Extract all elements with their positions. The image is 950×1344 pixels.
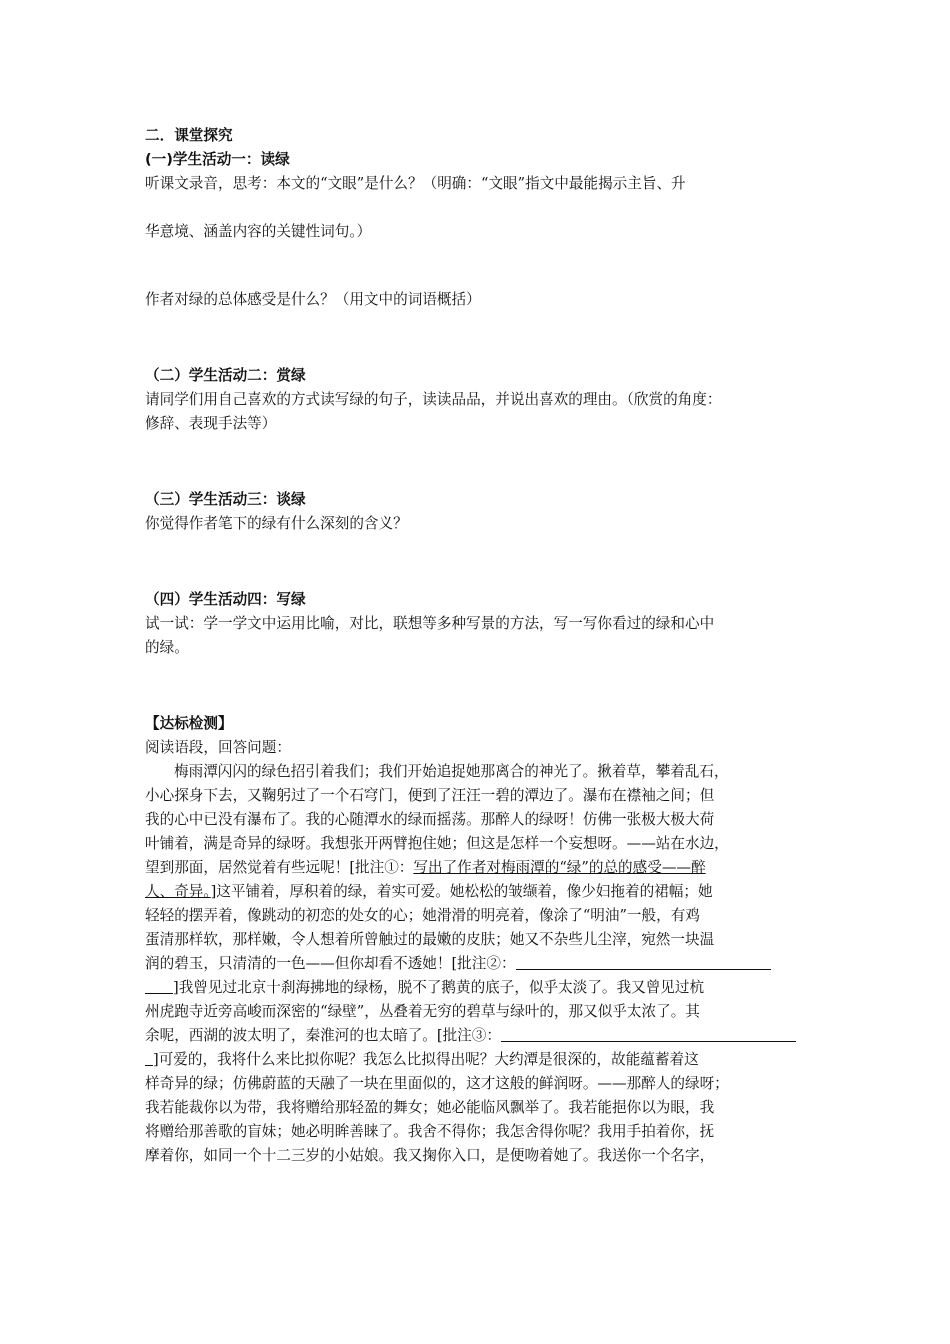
passage-line-12-text: 余呢，西湖的波太明了，秦淮河的也太暗了。[批注③： xyxy=(145,1027,501,1044)
annotation-3-answer-blank-end[interactable] xyxy=(145,1051,153,1066)
annotation-3-answer-blank[interactable] xyxy=(501,1027,796,1042)
activity-4-heading: （四）学生活动四：写绿 xyxy=(145,591,306,608)
activity-1-question-2: 作者对绿的总体感受是什么？（用文中的词语概括） xyxy=(145,291,481,308)
activity-1-heading: (一)学生活动一：读绿 xyxy=(145,151,290,168)
activity-1-question-line-2: 华意境、涵盖内容的关键性词句。） xyxy=(145,223,372,240)
passage-line-15: 我若能裁你以为带，我将赠给那轻盈的舞女；她必能临风飘举了。我若能挹你以为眼，我 xyxy=(145,1099,715,1116)
passage-line-10-text: ]我曾见过北京十刹海拂地的绿杨，脱不了鹅黄的底子，似乎太淡了。我又曾见过杭 xyxy=(173,979,705,996)
passage-line-14: 样奇异的绿；仿佛蔚蓝的天融了一块在里面似的，这才这般的鲜润呀。——那醉人的绿呀； xyxy=(145,1075,729,1092)
passage-line-7: 轻轻的摆弄着，像跳动的初恋的处女的心；她滑滑的明亮着，像涂了“明油”一般，有鸡 xyxy=(145,907,700,924)
annotation-2-answer-blank[interactable] xyxy=(516,955,771,970)
passage-line-9-text: 润的碧玉，只清清的一色——但你却看不透她！[批注②： xyxy=(145,955,516,972)
passage-line-10 xyxy=(145,976,825,1000)
test-prompt: 阅读语段，回答问题： xyxy=(145,739,291,756)
activity-4-line-1: 试一试：学一学文中运用比喻，对比，联想等多种写景的方法，写一写你看过的绿和心中 xyxy=(145,615,715,632)
annotation-1-text-end: 人、奇异。 xyxy=(145,883,211,900)
passage-line-16: 将赠给那善歌的盲妹；她必明眸善睐了。我舍不得你；我怎舍得你呢？我用手拍着你，抚 xyxy=(145,1123,715,1140)
passage-line-6-text: ]这平铺着，厚积着的绿，着实可爱。她松松的皱缬着，像少妇拖着的裙幅；她 xyxy=(210,883,713,900)
passage-line-5 xyxy=(145,856,825,880)
activity-4-line-2: 的绿。 xyxy=(145,639,189,656)
passage-line-4: 叶铺着，满是奇异的绿呀。我想张开两臂抱住她；但这是怎样一个妄想呀。——站在水边， xyxy=(145,835,729,852)
activity-3-line-1: 你觉得作者笔下的绿有什么深刻的含义？ xyxy=(145,515,408,532)
passage-line-5-text: 望到那面，居然觉着有些远呢！[批注①： xyxy=(145,859,414,876)
passage-line-3: 我的心中已没有瀑布了。我的心随潭水的绿而摇荡。那醉人的绿呀！仿佛一张极大极大荷 xyxy=(145,811,715,828)
passage-line-6 xyxy=(145,880,825,904)
test-heading: 【达标检测】 xyxy=(145,715,233,732)
annotation-2-answer-blank-end[interactable] xyxy=(145,979,173,994)
passage-line-2: 小心探身下去，又鞠躬过了一个石穹门，便到了汪汪一碧的潭边了。瀑布在襟袖之间；但 xyxy=(145,787,715,804)
passage-line-11: 州虎跑寺近旁高峻而深密的“绿壁”，丛叠着无穷的碧草与绿叶的，那又似乎太浓了。其 xyxy=(145,1003,700,1020)
section-title: 二．课堂探究 xyxy=(145,127,233,144)
activity-3-heading: （三）学生活动三：谈绿 xyxy=(145,491,306,508)
passage-line-12 xyxy=(145,1024,825,1048)
passage-line-9 xyxy=(145,952,825,976)
activity-2-line-2: 修辞、表现手法等） xyxy=(145,415,277,432)
activity-1-question-line-1: 听课文录音，思考：本文的“文眼”是什么？（明确：“文眼”指文中最能揭示主旨、升 xyxy=(145,175,686,192)
activity-2-heading: （二）学生活动二：赏绿 xyxy=(145,367,306,384)
passage-line-13 xyxy=(145,1048,825,1072)
passage-line-13-text: ]可爱的，我将什么来比拟你呢？我怎么比拟得出呢？大约潭是很深的，故能蕴蓄着这 xyxy=(153,1051,699,1068)
document-page xyxy=(145,124,825,1168)
activity-2-line-1: 请同学们用自己喜欢的方式读写绿的句子，读读品品，并说出喜欢的理由。（欣赏的角度： xyxy=(145,391,722,408)
passage-line-17: 摩着你，如同一个十二三岁的小姑娘。我又掬你入口，是便吻着她了。我送你一个名字， xyxy=(145,1147,715,1164)
passage-line-8: 蛋清那样软，那样嫩，令人想着所曾触过的最嫩的皮肤；她又不杂些儿尘滓，宛然一块温 xyxy=(145,931,715,948)
passage-line-1: 梅雨潭闪闪的绿色招引着我们；我们开始追捉她那离合的神光了。揪着草，攀着乱石， xyxy=(174,763,729,780)
annotation-1-text: 写出了作者对梅雨潭的“绿”的总的感受——醉 xyxy=(413,859,706,876)
